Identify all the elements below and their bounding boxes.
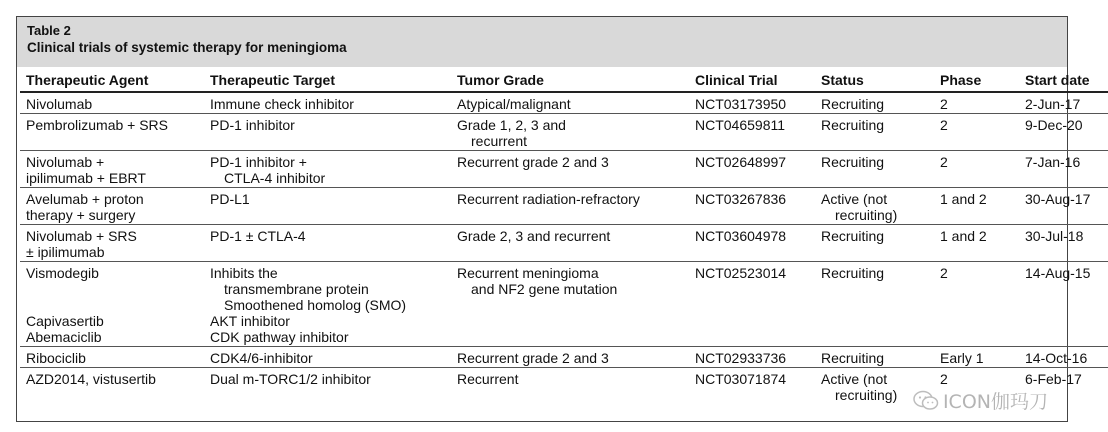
- cell-line: recruiting): [835, 387, 898, 403]
- cell-line: ± ipilimumab: [26, 244, 105, 260]
- cell-line: Ribociclib: [26, 350, 86, 366]
- cell-line: Recruiting: [821, 154, 885, 170]
- watermark: [913, 387, 1048, 414]
- cell-line: and NF2 gene mutation: [471, 281, 618, 297]
- header-phase: Phase: [934, 67, 1019, 92]
- cell-line: PD-1 inhibitor +: [210, 154, 307, 170]
- cell-agent: [20, 151, 204, 188]
- cell-line: AKT inhibitor: [210, 313, 290, 329]
- cell-start: 14-Oct-16: [1019, 347, 1108, 368]
- clinical-trials-table: [20, 67, 1108, 404]
- cell-agent: [20, 92, 204, 114]
- cell-start: 2-Jun-17: [1025, 96, 1081, 112]
- table-row: [20, 92, 1108, 114]
- cell-line: therapy + surgery: [26, 207, 136, 223]
- cell-phase: 1 and 2: [934, 225, 1019, 262]
- cell-trial: NCT04659811: [689, 114, 815, 151]
- cell-line: Active (not: [821, 191, 888, 207]
- cell-line: CDK4/6-inhibitor: [210, 350, 313, 366]
- cell-line: Recurrent meningioma: [457, 265, 599, 281]
- cell-start: 6-Feb-17: [1019, 368, 1108, 405]
- cell-line: Recruiting: [821, 350, 885, 366]
- cell-trial: NCT03173950: [695, 96, 787, 112]
- cell-line: Capivasertib: [26, 313, 104, 329]
- cell-trial: NCT02933736: [689, 347, 815, 368]
- cell-trial: NCT02523014: [689, 262, 815, 347]
- header-status: Status: [815, 67, 934, 92]
- cell-agent: [20, 188, 204, 225]
- cell-line: transmembrane protein: [224, 281, 369, 297]
- header-row: [20, 67, 1108, 92]
- cell-line: Grade 1, 2, 3 and: [457, 117, 566, 133]
- cell-grade: [451, 262, 689, 347]
- header-trial: Clinical Trial: [689, 67, 815, 92]
- cell-grade: [451, 368, 689, 405]
- cell-line: Avelumab + proton: [26, 191, 144, 207]
- cell-line: PD-L1: [210, 191, 250, 207]
- cell-line: Pembrolizumab + SRS: [26, 117, 169, 133]
- cell-status: [815, 188, 934, 225]
- cell-start: 30-Aug-17: [1019, 188, 1108, 225]
- cell-line: Atypical/malignant: [457, 96, 571, 112]
- cell-status: [815, 225, 934, 262]
- cell-target: [204, 188, 451, 225]
- cell-line: recruiting): [835, 207, 898, 223]
- cell-grade: [451, 225, 689, 262]
- table-body: [20, 92, 1108, 404]
- cell-grade: [451, 188, 689, 225]
- cell-start: 30-Jul-18: [1019, 225, 1108, 262]
- cell-line: Nivolumab: [26, 96, 93, 112]
- cell-line: Smoothened homolog (SMO): [224, 297, 407, 313]
- cell-line: Recurrent: [457, 371, 519, 387]
- cell-target: [204, 151, 451, 188]
- cell-phase: 2: [934, 262, 1019, 347]
- cell-line: Nivolumab + SRS: [26, 228, 137, 244]
- cell-line: recurrent: [471, 133, 528, 149]
- cell-trial: NCT03604978: [689, 225, 815, 262]
- cell-line: Recurrent grade 2 and 3: [457, 350, 609, 366]
- cell-line: Recruiting: [821, 265, 885, 281]
- cell-phase: Early 1: [934, 347, 1019, 368]
- cell-line: ipilimumab + EBRT: [26, 170, 146, 186]
- header-target: Therapeutic Target: [204, 67, 451, 92]
- cell-line: Inhibits the: [210, 265, 278, 281]
- cell-target: [204, 368, 451, 405]
- cell-line: Grade 2, 3 and recurrent: [457, 228, 611, 244]
- header-start: Start date: [1019, 67, 1108, 92]
- cell-line: Active (not: [821, 371, 888, 387]
- cell-status: [815, 151, 934, 188]
- cell-status: [815, 347, 934, 368]
- cell-target: [204, 225, 451, 262]
- cell-trial: NCT02648997: [689, 151, 815, 188]
- cell-line: Abemaciclib: [26, 329, 102, 345]
- cell-target: [204, 262, 451, 347]
- cell-target: [204, 92, 451, 114]
- cell-line: [26, 297, 204, 313]
- header-grade: Tumor Grade: [451, 67, 689, 92]
- cell-status: [815, 262, 934, 347]
- cell-status: [815, 92, 934, 114]
- table-row: [20, 262, 1108, 347]
- cell-line: PD-1 inhibitor: [210, 117, 295, 133]
- cell-line: [26, 281, 204, 297]
- cell-grade: [451, 151, 689, 188]
- cell-line: Recurrent grade 2 and 3: [457, 154, 609, 170]
- cell-phase: 1 and 2: [934, 188, 1019, 225]
- cell-status: [815, 114, 934, 151]
- cell-line: Nivolumab +: [26, 154, 105, 170]
- cell-agent: [20, 114, 204, 151]
- cell-grade: [451, 347, 689, 368]
- cell-line: Recruiting: [821, 117, 885, 133]
- cell-start: 14-Aug-15: [1019, 262, 1108, 347]
- cell-grade: [451, 114, 689, 151]
- cell-line: CDK pathway inhibitor: [210, 329, 349, 345]
- table-row: [20, 188, 1108, 225]
- cell-trial: NCT03071874: [689, 368, 815, 405]
- header-agent: Therapeutic Agent: [20, 67, 204, 92]
- table-row: [20, 347, 1108, 368]
- cell-target: [204, 347, 451, 368]
- cell-agent: [20, 368, 204, 405]
- cell-line: AZD2014, vistusertib: [26, 371, 156, 387]
- cell-line: Recruiting: [821, 228, 885, 244]
- cell-start: 9-Dec-20: [1019, 114, 1108, 151]
- table-label: Table 2: [27, 23, 71, 38]
- table-row: [20, 151, 1108, 188]
- cell-line: Recurrent radiation-refractory: [457, 191, 640, 207]
- cell-agent: [20, 347, 204, 368]
- table-frame: [16, 16, 1091, 422]
- cell-phase: 2: [940, 96, 948, 112]
- table-title: Clinical trials of systemic therapy for meningioma: [27, 40, 347, 55]
- cell-agent: [20, 262, 204, 347]
- cell-line: Dual m-TORC1/2 inhibitor: [210, 371, 371, 387]
- cell-phase: 2: [934, 114, 1019, 151]
- cell-agent: [20, 225, 204, 262]
- cell-phase: 2: [934, 368, 1019, 405]
- watermark-text: ICON伽玛刀: [942, 391, 1048, 413]
- cell-line: Recruiting: [821, 96, 885, 112]
- cell-line: PD-1 ± CTLA-4: [210, 228, 306, 244]
- cell-grade: [451, 92, 689, 114]
- cell-line: Immune check inhibitor: [210, 96, 354, 112]
- cell-phase: 2: [934, 151, 1019, 188]
- table-row: [20, 114, 1108, 151]
- cell-trial: NCT03267836: [689, 188, 815, 225]
- cell-line: CTLA-4 inhibitor: [224, 170, 326, 186]
- cell-start: 7-Jan-16: [1019, 151, 1108, 188]
- wechat-icon: [913, 390, 939, 412]
- cell-line: Vismodegib: [26, 265, 99, 281]
- table-caption: [17, 17, 1067, 67]
- cell-target: [204, 114, 451, 151]
- table-row: [20, 225, 1108, 262]
